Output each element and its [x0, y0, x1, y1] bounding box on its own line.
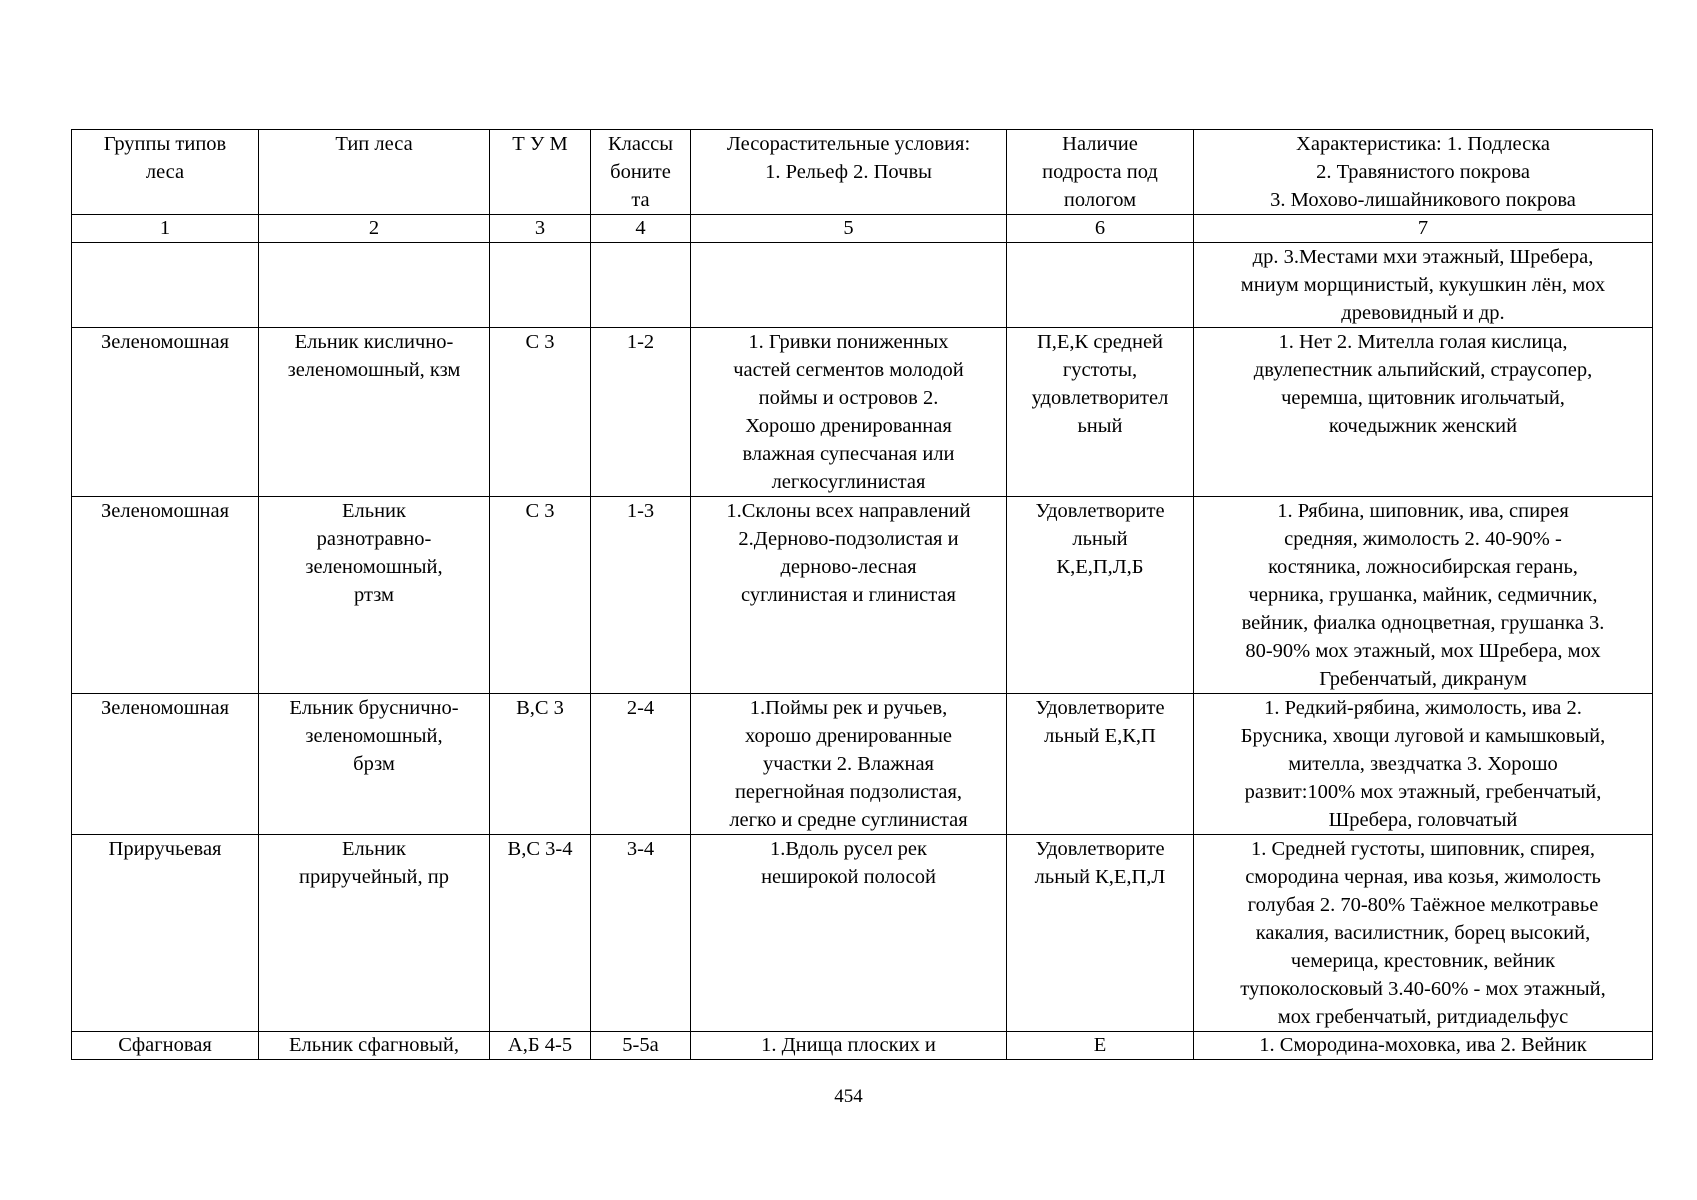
- table-cell: С 3: [490, 328, 591, 497]
- table-cell: П,Е,К средней густоты, удовлетворител ьный: [1007, 328, 1194, 497]
- table-cell: 1. Смородина-моховка, ива 2. Вейник: [1194, 1032, 1653, 1060]
- page-number: 454: [834, 1086, 863, 1107]
- table-cell: [72, 243, 259, 328]
- table-cell: 1. Нет 2. Мителла голая кислица, двулепестник альпийский, страусопер, черемша, щитовник игольчатый, кочедыжник женский: [1194, 328, 1653, 497]
- table-cell: [259, 243, 490, 328]
- table-cell: Ельник сфагновый,: [259, 1032, 490, 1060]
- header-cell: Наличие подроста под пологом: [1007, 130, 1194, 215]
- column-number: 3: [490, 215, 591, 243]
- table-cell: В,С 3: [490, 694, 591, 835]
- table-cell: Е: [1007, 1032, 1194, 1060]
- column-number: 4: [591, 215, 691, 243]
- table-cell: Зеленомошная: [72, 328, 259, 497]
- table-cell: Приручьевая: [72, 835, 259, 1032]
- table-cell: Ельник кислично- зеленомошный, кзм: [259, 328, 490, 497]
- table-row: [72, 243, 1653, 328]
- table-cell: Зеленомошная: [72, 694, 259, 835]
- table-cell: 1.Склоны всех направлений 2.Дерново-подзолистая и дерново-лесная суглинистая и глинистая: [691, 497, 1007, 694]
- table-row: [72, 835, 1653, 1032]
- table-cell: А,Б 4-5: [490, 1032, 591, 1060]
- column-numbers-row: [72, 215, 1653, 243]
- forest-types-table: [71, 129, 1653, 1060]
- table-cell: 1. Рябина, шиповник, ива, спирея средняя, жимолость 2. 40-90% - костяника, ложносибирская герань, черника, грушанка, майник, седмичник, вейник, фиалка одноцветная, грушанка 3. 80-90% мох этажный, мох Шребера, мох Гребенчатый, дикранум: [1194, 497, 1653, 694]
- table-cell: [691, 243, 1007, 328]
- table-cell: 1. Днища плоских и: [691, 1032, 1007, 1060]
- column-number: 1: [72, 215, 259, 243]
- column-number: 7: [1194, 215, 1653, 243]
- table-cell: Удовлетворите льный К,Е,П,Л: [1007, 835, 1194, 1032]
- header-cell: Характеристика: 1. Подлеска 2. Травянистого покрова 3. Мохово-лишайникового покрова: [1194, 130, 1653, 215]
- table-cell: Удовлетворите льный Е,К,П: [1007, 694, 1194, 835]
- table-cell: [1007, 243, 1194, 328]
- table-row: [72, 328, 1653, 497]
- table-row: [72, 497, 1653, 694]
- header-cell: Лесорастительные условия: 1. Рельеф 2. Почвы: [691, 130, 1007, 215]
- table-cell: др. 3.Местами мхи этажный, Шребера, мниум морщинистый, кукушкин лён, мох древовидный и др.: [1194, 243, 1653, 328]
- table-cell: [490, 243, 591, 328]
- table-cell: 1-3: [591, 497, 691, 694]
- table-cell: 1. Средней густоты, шиповник, спирея, смородина черная, ива козья, жимолость голубая 2. 70-80% Таёжное мелкотравье какалия, василистник, борец высокий, чемерица, крестовник, вейник тупоколосковый 3.40-60% - мох этажный, мох гребенчатый, ритдиадельфус: [1194, 835, 1653, 1032]
- header-cell: Т У М: [490, 130, 591, 215]
- header-cell: Классы боните та: [591, 130, 691, 215]
- table-cell: 1-2: [591, 328, 691, 497]
- table-cell: Ельник разнотравно- зеленомошный, ртзм: [259, 497, 490, 694]
- table-cell: Зеленомошная: [72, 497, 259, 694]
- table-cell: С 3: [490, 497, 591, 694]
- table-cell: Ельник приручейный, пр: [259, 835, 490, 1032]
- column-number: 2: [259, 215, 490, 243]
- column-number: 5: [691, 215, 1007, 243]
- header-cell: Тип леса: [259, 130, 490, 215]
- table-cell: Сфагновая: [72, 1032, 259, 1060]
- table-header-row: [72, 130, 1653, 215]
- header-cell: Группы типов леса: [72, 130, 259, 215]
- table-cell: 1.Вдоль русел рек неширокой полосой: [691, 835, 1007, 1032]
- table-row: [72, 1032, 1653, 1060]
- table-cell: [591, 243, 691, 328]
- table-cell: 1. Редкий-рябина, жимолость, ива 2. Брусника, хвощи луговой и камышковый, мителла, звездчатка 3. Хорошо развит:100% мох этажный, гребенчатый, Шребера, головчатый: [1194, 694, 1653, 835]
- table-cell: 2-4: [591, 694, 691, 835]
- table-cell: 1.Поймы рек и ручьев, хорошо дренированные участки 2. Влажная перегнойная подзолистая, легко и средне суглинистая: [691, 694, 1007, 835]
- table-cell: 5-5а: [591, 1032, 691, 1060]
- table-cell: 3-4: [591, 835, 691, 1032]
- table-row: [72, 694, 1653, 835]
- table-cell: В,С 3-4: [490, 835, 591, 1032]
- table-cell: 1. Гривки пониженных частей сегментов молодой поймы и островов 2. Хорошо дренированная влажная супесчаная или легкосуглинистая: [691, 328, 1007, 497]
- table-cell: Удовлетворите льный К,Е,П,Л,Б: [1007, 497, 1194, 694]
- table-cell: Ельник бруснично- зеленомошный, брзм: [259, 694, 490, 835]
- column-number: 6: [1007, 215, 1194, 243]
